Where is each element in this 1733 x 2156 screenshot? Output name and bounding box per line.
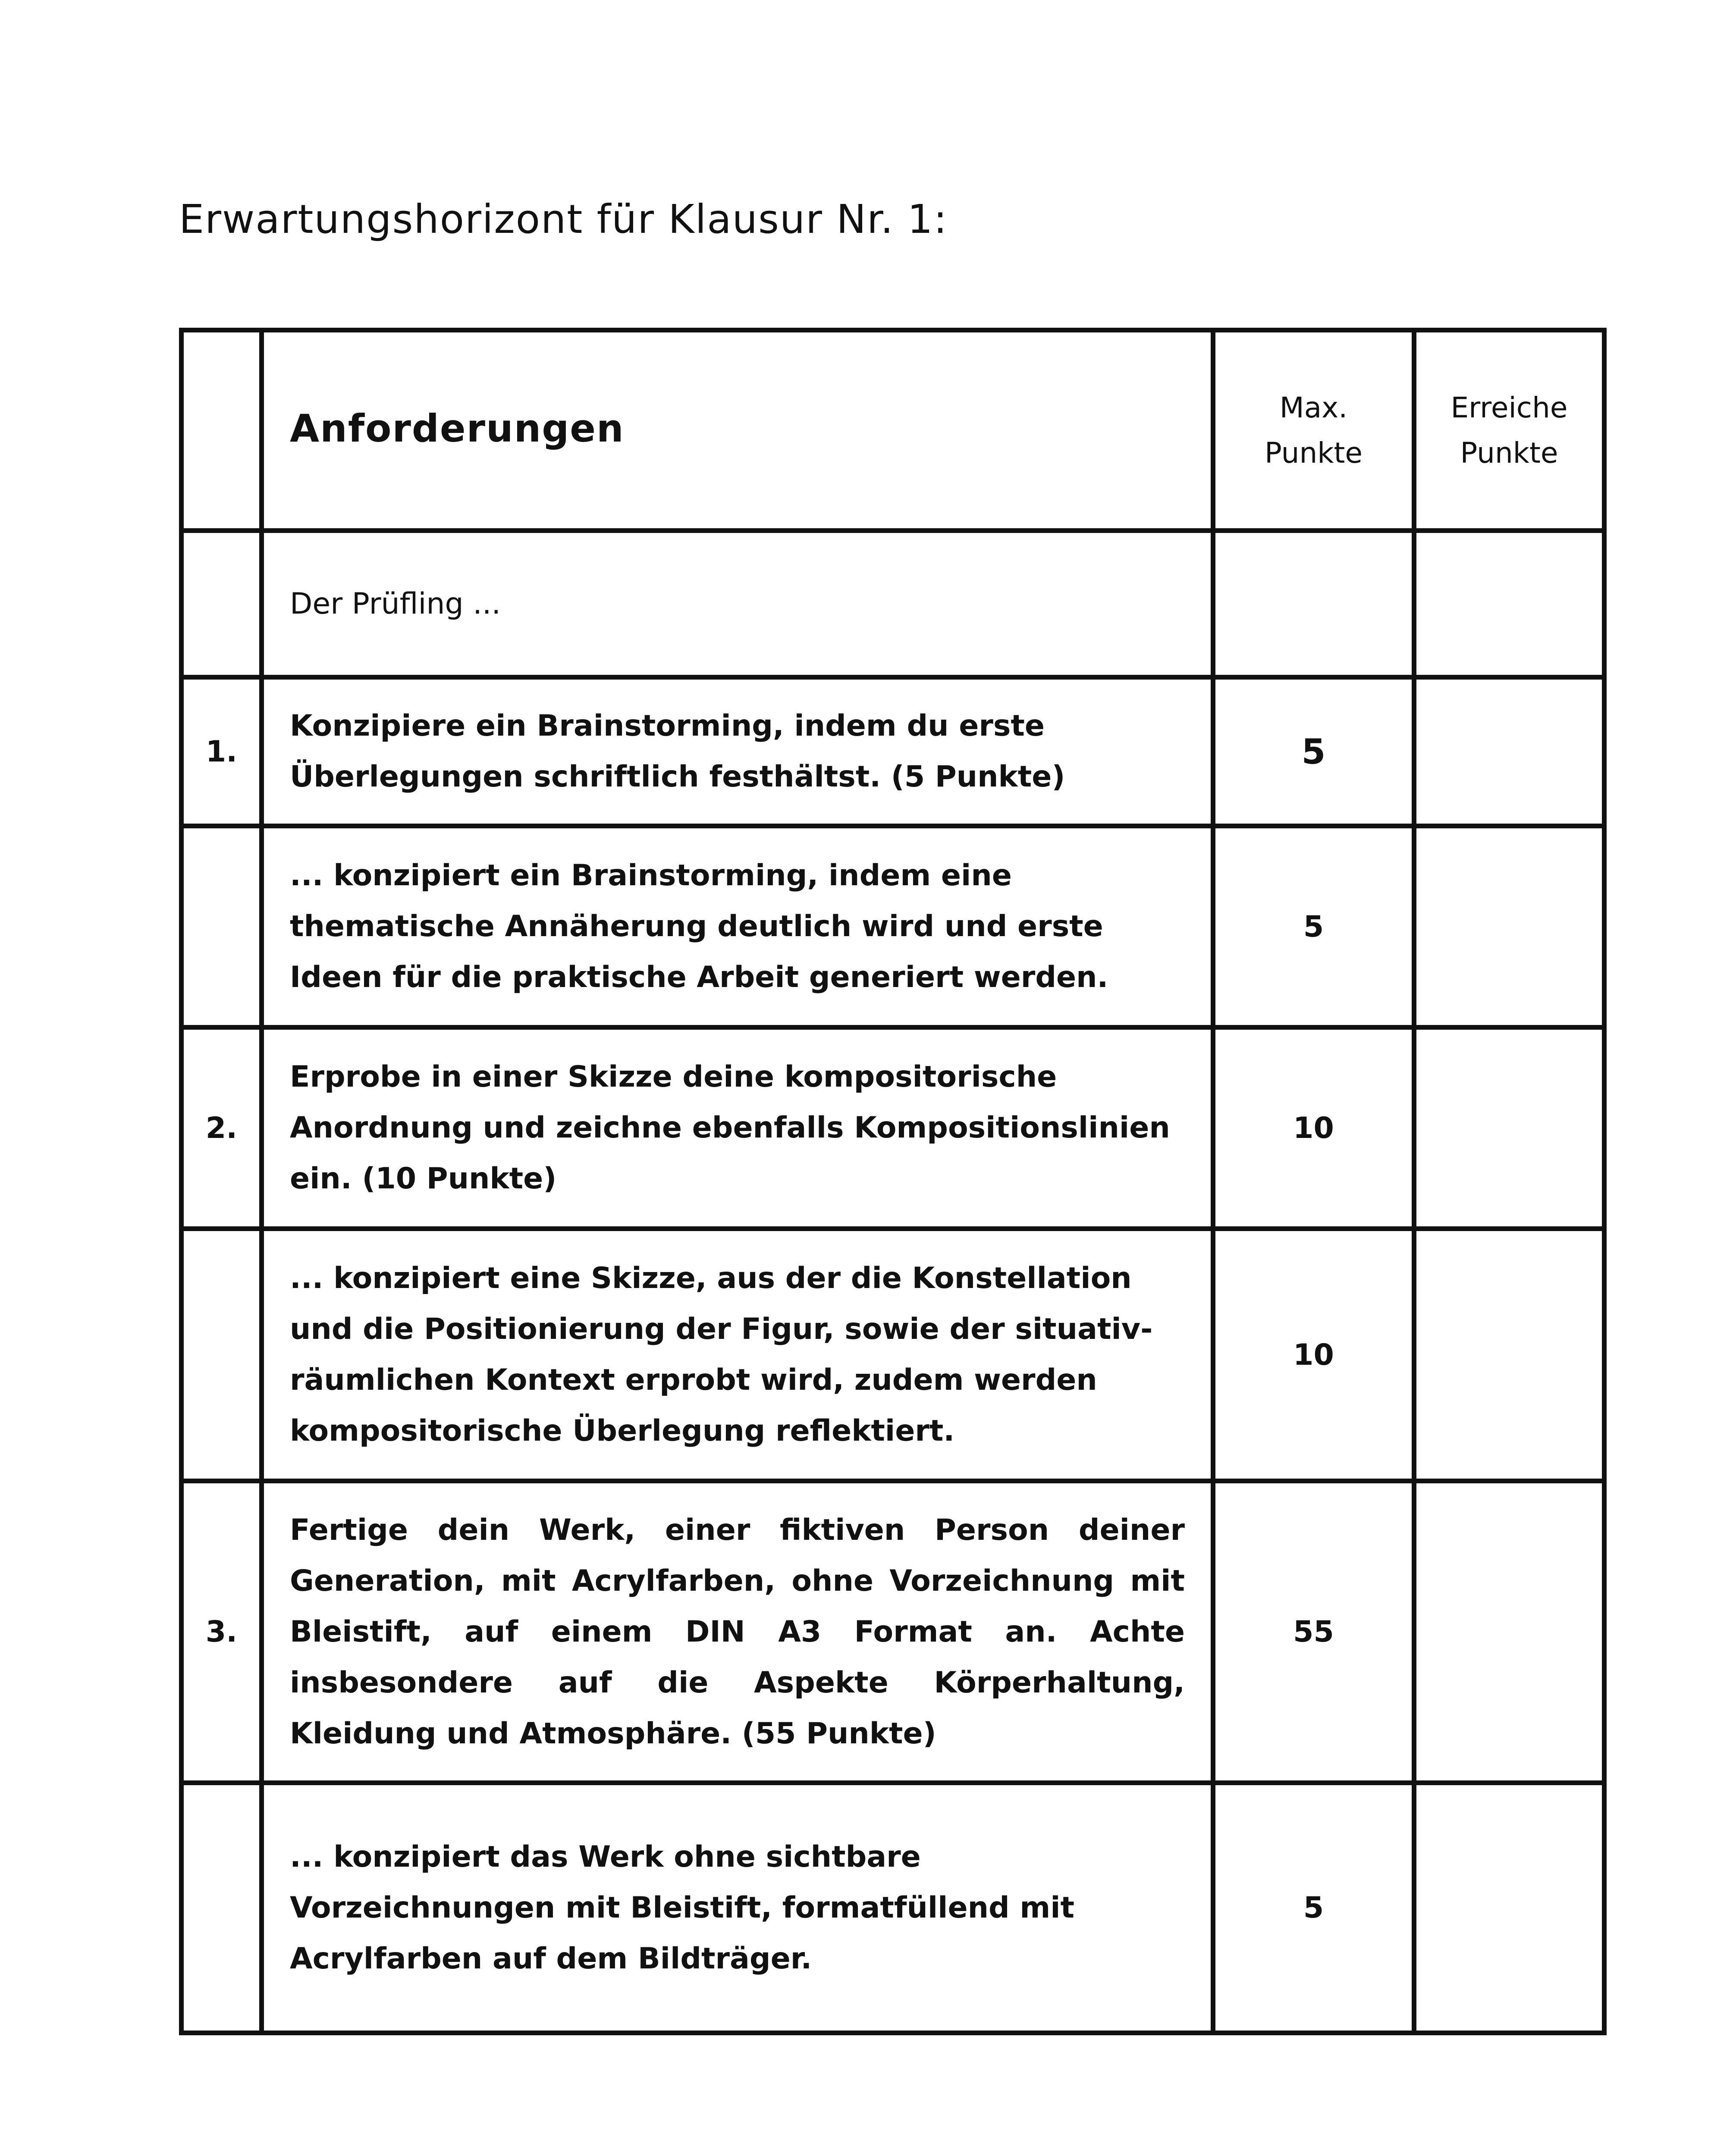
task-text: Konzipiere ein Brainstorming, indem du erste Überlegungen schriftlich festhältst. (5 Punkte)	[262, 677, 1213, 826]
header-number-cell	[182, 330, 262, 531]
header-max-line1: Max.	[1279, 391, 1348, 424]
header-requirements: Anforderungen	[290, 406, 625, 451]
max-points: 10	[1213, 1229, 1414, 1481]
intro-max-cell	[1213, 531, 1414, 677]
task-number	[182, 1229, 262, 1481]
achieved-points	[1414, 1481, 1604, 1783]
table-row	[182, 1481, 1604, 1783]
header-max-points-cell	[1213, 330, 1414, 531]
max-points: 5	[1213, 1783, 1414, 2033]
achieved-points	[1414, 1783, 1604, 2033]
header-requirements-cell	[262, 330, 1213, 531]
page-title: Erwartungshorizont für Klausur Nr. 1:	[179, 196, 948, 242]
table-header-row	[182, 330, 1604, 531]
table-row	[182, 1229, 1604, 1481]
table-row	[182, 1028, 1604, 1229]
max-points: 5	[1213, 826, 1414, 1028]
grading-table	[179, 328, 1607, 2035]
task-number: 1.	[182, 677, 262, 826]
task-text: Erprobe in einer Skizze deine kompositorische Anordnung und zeichne ebenfalls Kompositionslinien ein. (10 Punkte)	[262, 1028, 1213, 1229]
task-text: ... konzipiert das Werk ohne sichtbare Vorzeichnungen mit Bleistift, formatfüllend mit Acrylfarben auf dem Bildträger.	[262, 1783, 1213, 2033]
intro-achieved-cell	[1414, 531, 1604, 677]
max-points: 5	[1213, 677, 1414, 826]
header-achieved-line2: Punkte	[1460, 436, 1558, 470]
task-number: 3.	[182, 1481, 262, 1783]
achieved-points	[1414, 826, 1604, 1028]
task-text: ... konzipiert ein Brainstorming, indem eine thematische Annäherung deutlich wird und erste Ideen für die praktische Arbeit generiert werden.	[262, 826, 1213, 1028]
task-text: Fertige dein Werk, einer fiktiven Person deiner Generation, mit Acrylfarben, ohne Vorzeichnung mit Bleistift, auf einem DIN A3 Format an. Achte insbesondere auf die Aspekte Körperhaltung, Kleidung und Atmosphäre. (55 Punkte)	[262, 1481, 1213, 1783]
table-row	[182, 1783, 1604, 2033]
achieved-points	[1414, 1028, 1604, 1229]
task-text: ... konzipiert eine Skizze, aus der die Konstellation und die Positionierung der Figur, sowie der situativ-räumlichen Kontext erprobt wird, zudem werden kompositorische Überlegung reflektiert.	[262, 1229, 1213, 1481]
header-max-line2: Punkte	[1264, 436, 1363, 470]
task-number: 2.	[182, 1028, 262, 1229]
table-row	[182, 826, 1604, 1028]
max-points: 55	[1213, 1481, 1414, 1783]
task-number	[182, 1783, 262, 2033]
intro-text: Der Prüfling ...	[262, 531, 1213, 677]
header-achieved-line1: Erreiche	[1450, 391, 1568, 424]
achieved-points	[1414, 1229, 1604, 1481]
max-points: 10	[1213, 1028, 1414, 1229]
achieved-points	[1414, 677, 1604, 826]
intro-number-cell	[182, 531, 262, 677]
task-number	[182, 826, 262, 1028]
intro-row	[182, 531, 1604, 677]
table-row	[182, 677, 1604, 826]
header-achieved-points-cell	[1414, 330, 1604, 531]
